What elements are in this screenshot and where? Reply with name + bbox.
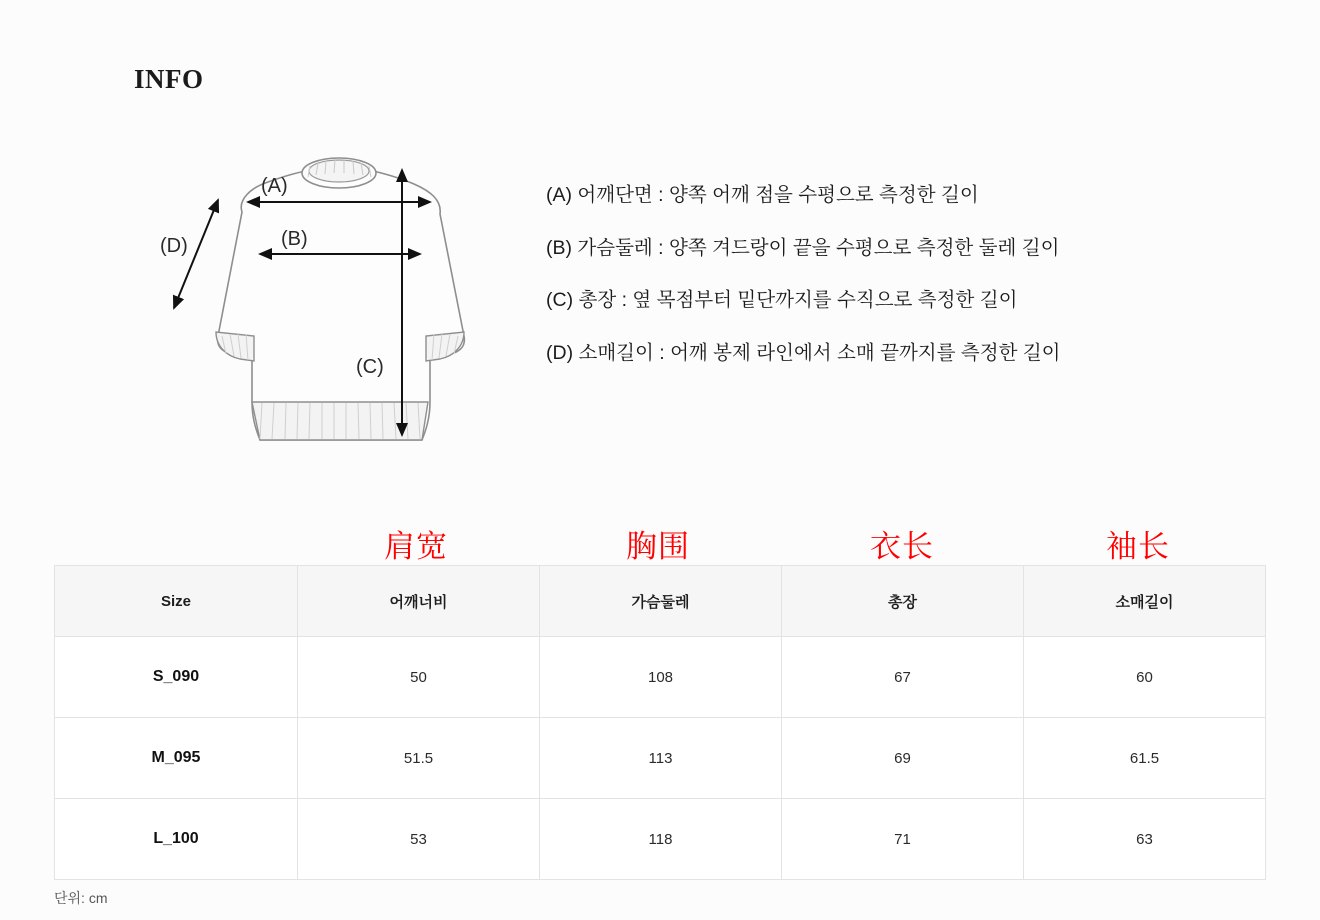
col-header-size: Size — [55, 566, 298, 637]
cell-shoulder: 53 — [298, 799, 540, 880]
cell-sleeve: 63 — [1024, 799, 1266, 880]
cell-chest: 113 — [540, 718, 782, 799]
annotation-chest: 胸围 — [626, 529, 690, 565]
table-header-row — [55, 566, 1266, 637]
measurement-diagram — [130, 140, 520, 470]
cell-sleeve: 60 — [1024, 637, 1266, 718]
legend-item-b: (B) 가슴둘레 : 양쪽 겨드랑이 끝을 수평으로 측정한 둘레 길이 — [546, 236, 1060, 259]
cell-sleeve: 61.5 — [1024, 718, 1266, 799]
cell-size: L_100 — [55, 799, 298, 880]
legend-item-d: (D) 소매길이 : 어깨 봉제 라인에서 소매 끝까지를 측정한 길이 — [546, 341, 1061, 364]
col-header-length: 총장 — [782, 566, 1024, 637]
page-title: INFO — [134, 64, 204, 94]
diagram-label-a: (A) — [261, 175, 288, 197]
table-row — [55, 718, 1266, 799]
diagram-label-b: (B) — [281, 228, 308, 250]
diagram-label-d: (D) — [160, 235, 188, 257]
cell-size: M_095 — [55, 718, 298, 799]
annotation-sleeve: 袖长 — [1106, 529, 1170, 565]
unit-note: 단위: cm — [54, 890, 108, 906]
diagram-label-c: (C) — [356, 356, 384, 378]
cell-chest: 118 — [540, 799, 782, 880]
table-row — [55, 799, 1266, 880]
cell-length: 67 — [782, 637, 1024, 718]
cell-length: 69 — [782, 718, 1024, 799]
cell-chest: 108 — [540, 637, 782, 718]
col-header-sleeve: 소매길이 — [1024, 566, 1266, 637]
cell-length: 71 — [782, 799, 1024, 880]
annotation-shoulder-width: 肩宽 — [384, 529, 448, 565]
table-body — [55, 637, 1266, 880]
legend-item-c: (C) 총장 : 옆 목점부터 밑단까지를 수직으로 측정한 길이 — [546, 289, 1018, 311]
sweatshirt-illustration — [130, 140, 520, 470]
size-table — [54, 565, 1266, 880]
legend-item-a: (A) 어깨단면 : 양쪽 어깨 점을 수평으로 측정한 길이 — [546, 184, 979, 206]
table-row — [55, 637, 1266, 718]
measurement-legend — [546, 186, 1246, 396]
col-header-chest: 가슴둘레 — [540, 566, 782, 637]
col-header-shoulder: 어깨너비 — [298, 566, 540, 637]
cell-shoulder: 51.5 — [298, 718, 540, 799]
annotation-length: 衣长 — [870, 529, 934, 565]
table-header — [55, 566, 1266, 637]
cell-size: S_090 — [55, 637, 298, 718]
cell-shoulder: 50 — [298, 637, 540, 718]
